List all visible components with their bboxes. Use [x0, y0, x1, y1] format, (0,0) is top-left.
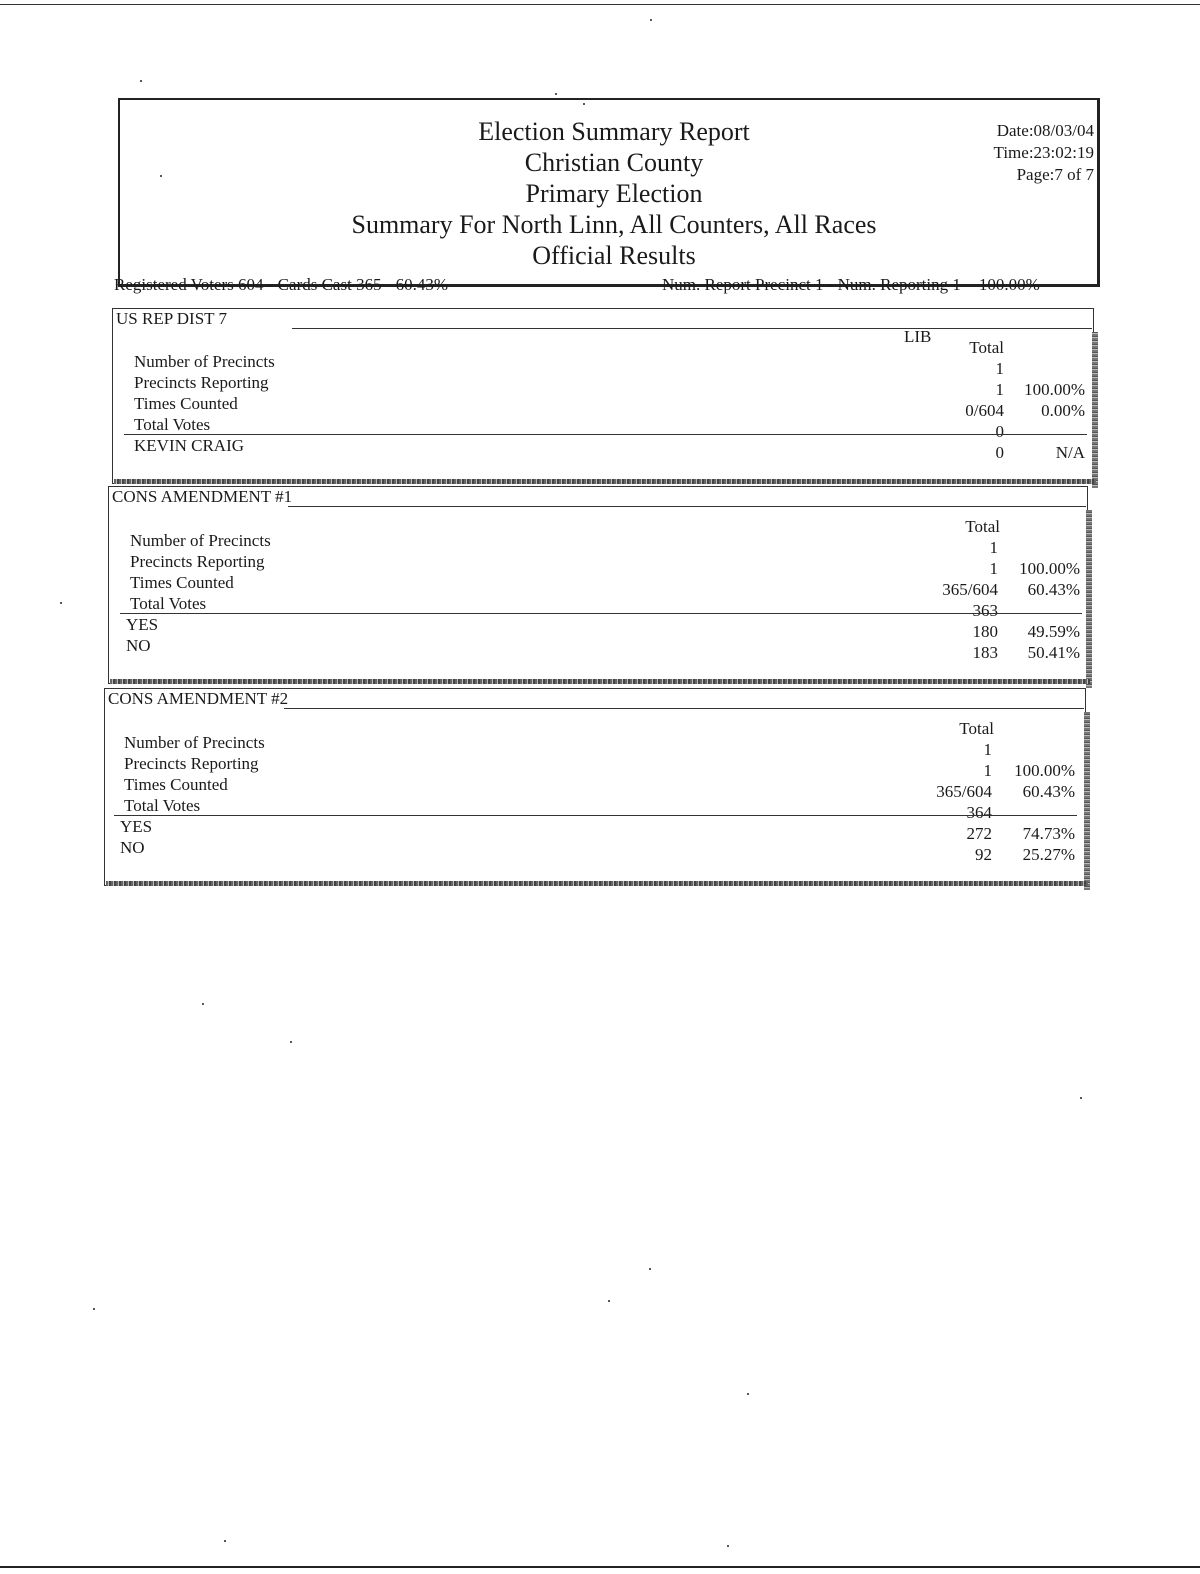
candidate-votes: 183	[972, 643, 998, 662]
election-name: Primary Election	[525, 179, 703, 208]
stat-value: 0	[995, 422, 1004, 441]
candidate-percent: 50.41%	[1027, 643, 1080, 662]
report-time: Time:23:02:19	[993, 143, 1094, 162]
candidate-percent: 49.59%	[1027, 622, 1080, 641]
stat-value: 0/604	[965, 401, 1004, 420]
stat-value: 1	[989, 538, 998, 557]
stat-label: Number of Precincts	[130, 531, 271, 550]
candidate-label: YES	[126, 615, 159, 634]
candidate-votes: 0	[995, 443, 1004, 462]
stat-value: 364	[966, 803, 992, 822]
scan-speck	[224, 1540, 226, 1542]
race-title-rule	[288, 506, 1086, 507]
results-status: Official Results	[532, 241, 696, 270]
stat-label: Times Counted	[124, 775, 228, 794]
stat-percent: 60.43%	[1022, 782, 1075, 801]
race-box-shadow-bottom	[114, 479, 1096, 484]
stat-label: Number of Precincts	[134, 352, 275, 371]
stat-label: Total Votes	[124, 796, 201, 815]
stat-label: Total Votes	[134, 415, 211, 434]
registered-voters-text: Registered Voters 604 - Cards Cast 365	[114, 275, 382, 294]
stat-value: 1	[995, 380, 1004, 399]
report-title: Election Summary Report	[478, 117, 750, 146]
candidate-label: NO	[126, 636, 151, 655]
race-title: US REP DIST 7	[116, 309, 227, 328]
registered-voters-summary	[114, 275, 448, 295]
scan-speck	[140, 80, 142, 82]
candidate-percent: N/A	[1055, 443, 1085, 462]
stat-value: 365/604	[936, 782, 992, 801]
stat-value: 363	[972, 601, 998, 620]
report-date: Date:08/03/04	[996, 121, 1094, 140]
scan-speck	[93, 1308, 95, 1310]
scan-speck	[727, 1545, 729, 1547]
candidate-rule	[114, 815, 1077, 816]
scan-speck	[747, 1393, 749, 1395]
stat-value: 365/604	[942, 580, 998, 599]
report-meta	[994, 120, 1094, 186]
candidate-votes: 92	[975, 845, 992, 864]
stat-label: Precincts Reporting	[134, 373, 269, 392]
race-box-shadow-bottom	[110, 679, 1090, 684]
race-box-shadow-right	[1084, 712, 1090, 890]
scan-speck	[160, 175, 162, 177]
stat-percent: 0.00%	[1041, 401, 1085, 420]
stat-label: Precincts Reporting	[124, 754, 259, 773]
race-box-shadow-bottom	[106, 881, 1088, 886]
stat-percent: 60.43%	[1027, 580, 1080, 599]
top-edge-rule	[0, 4, 1200, 5]
stat-value: 1	[983, 740, 992, 759]
scan-speck	[290, 1041, 292, 1043]
race-party: LIB	[904, 327, 932, 346]
candidate-percent: 25.27%	[1022, 845, 1075, 864]
stat-label: Number of Precincts	[124, 733, 265, 752]
turnout-percent: 60.43%	[395, 275, 448, 294]
scan-speck	[583, 103, 585, 105]
scan-speck	[202, 1003, 204, 1005]
scan-speck	[650, 19, 652, 21]
stat-value: 1	[989, 559, 998, 578]
candidate-votes: 180	[972, 622, 998, 641]
stat-label: Precincts Reporting	[130, 552, 265, 571]
race-box-shadow-right	[1092, 332, 1098, 488]
race-total-header: Total	[959, 719, 994, 738]
stat-label: Times Counted	[130, 573, 234, 592]
scan-speck	[608, 1300, 610, 1302]
race-title: CONS AMENDMENT #2	[108, 689, 289, 708]
stat-label: Times Counted	[134, 394, 238, 413]
reporting-percent: 100.00%	[978, 275, 1040, 294]
scan-speck	[1080, 1097, 1082, 1099]
candidate-votes: 272	[966, 824, 992, 843]
candidate-rule	[120, 613, 1082, 614]
stat-percent: 100.00%	[1019, 559, 1080, 578]
county-name: Christian County	[524, 148, 704, 177]
stat-value: 1	[995, 359, 1004, 378]
report-page: Page:7 of 7	[1016, 165, 1094, 184]
precincts-reporting-text: Num. Report Precinct 1 - Num. Reporting 1	[662, 275, 961, 294]
candidate-rule	[124, 434, 1087, 435]
race-total-header: Total	[969, 338, 1004, 357]
report-title-block	[140, 116, 1070, 271]
stat-label: Total Votes	[130, 594, 207, 613]
stat-percent: 100.00%	[1024, 380, 1085, 399]
stat-percent: 100.00%	[1014, 761, 1075, 780]
race-title-rule	[292, 328, 1092, 329]
stat-value: 1	[983, 761, 992, 780]
precincts-reporting-summary	[662, 275, 1040, 295]
race-total-header: Total	[965, 517, 1000, 536]
summary-scope: Summary For North Linn, All Counters, All Races	[351, 210, 877, 239]
bottom-edge-rule	[0, 1566, 1200, 1568]
candidate-label: YES	[120, 817, 153, 836]
candidate-label: NO	[120, 838, 145, 857]
candidate-label: KEVIN CRAIG	[134, 436, 245, 455]
scan-speck	[555, 93, 557, 95]
race-box-shadow-right	[1086, 510, 1092, 688]
candidate-percent: 74.73%	[1022, 824, 1075, 843]
race-title-rule	[284, 708, 1084, 709]
scan-speck	[60, 602, 62, 604]
scan-speck	[649, 1268, 651, 1270]
race-title: CONS AMENDMENT #1	[112, 487, 293, 506]
